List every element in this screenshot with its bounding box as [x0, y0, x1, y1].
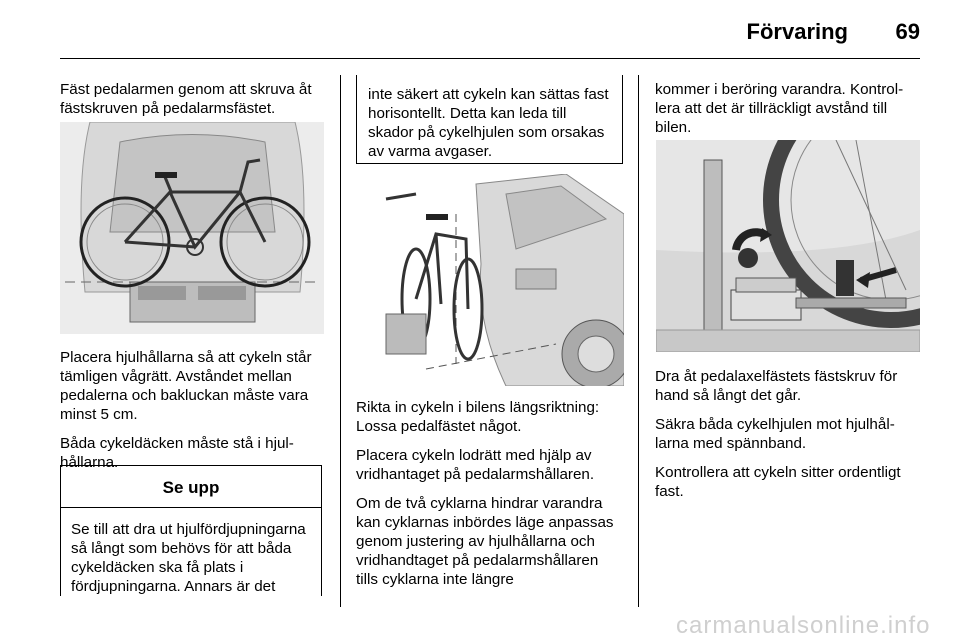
col3-paragraph-2: Dra åt pedalaxelfästets fästskruv för hand så långt det går.	[655, 368, 898, 404]
column-1	[60, 80, 324, 128]
caution-continued-text: inte säkert att cykeln kan sättas fast horisontellt. Detta kan leda till skador på cykelhjulen som orsakas av varma avgaser.	[368, 86, 609, 160]
pedal-holder-drawing	[656, 140, 920, 352]
watermark: carmanualsonline.info	[676, 612, 931, 639]
header-rule	[60, 58, 920, 59]
caution-box-continued	[356, 75, 623, 164]
col1-paragraph-1: Fäst pedalarmen genom att skruva åt fästskruven på pedalarmsfästet.	[60, 81, 312, 117]
col2-paragraph-3: Om de två cyklarna hindrar varandra kan cyklarnas inbördes läge anpassas genom justering av hjulhållarna och vridhandtaget på pedalarmshållaren tills cyklarna inte längre	[356, 495, 614, 588]
column-3-lower	[655, 367, 923, 511]
col2-paragraph-1: Rikta in cykeln i bilens längsriktning: Lossa pedalfästet något.	[356, 399, 600, 435]
column-3	[655, 80, 923, 147]
bike-rack-rear-illustration	[60, 122, 324, 334]
col2-paragraph-2: Placera cykeln lodrätt med hjälp av vridhantaget på pedalarmshållaren.	[356, 447, 595, 483]
caution-heading: Se upp	[162, 478, 220, 497]
page-number: 69	[895, 19, 920, 44]
bike-side-car-drawing	[356, 174, 624, 386]
col3-paragraph-4: Kontrollera att cykeln sitter ordentligt fast.	[655, 464, 901, 500]
column-divider-1	[340, 75, 341, 607]
page-header-title: Förvaring	[746, 19, 848, 44]
col1-paragraph-2: Placera hjulhållarna så att cykeln står tämligen vågrätt. Avståndet mellan pedalerna och bakluckan måste vara minst 5 cm.	[60, 349, 312, 423]
col3-paragraph-3: Säkra båda cykelhjulen mot hjulhållarna med spännband.	[655, 416, 895, 452]
bike-on-rack-drawing	[60, 122, 324, 334]
column-divider-2	[638, 75, 639, 607]
pedal-clamp-closeup-illustration	[656, 140, 920, 352]
col3-paragraph-1: kommer i beröring varandra. Kontrollera att det är tillräckligt avstånd till bilen.	[655, 81, 904, 136]
caution-box	[60, 465, 322, 596]
column-2	[356, 398, 624, 599]
bike-alignment-illustration	[356, 174, 624, 386]
col1-paragraph-3: Båda cykeldäcken måste stå i hjulhållarna.	[60, 435, 294, 471]
caution-text: Se till att dra ut hjulfördjupningarna så långt som behövs för att båda cykeldäcken ska få plats i fördjupningarna. Annars är det	[71, 521, 306, 595]
column-1-lower	[60, 348, 324, 482]
